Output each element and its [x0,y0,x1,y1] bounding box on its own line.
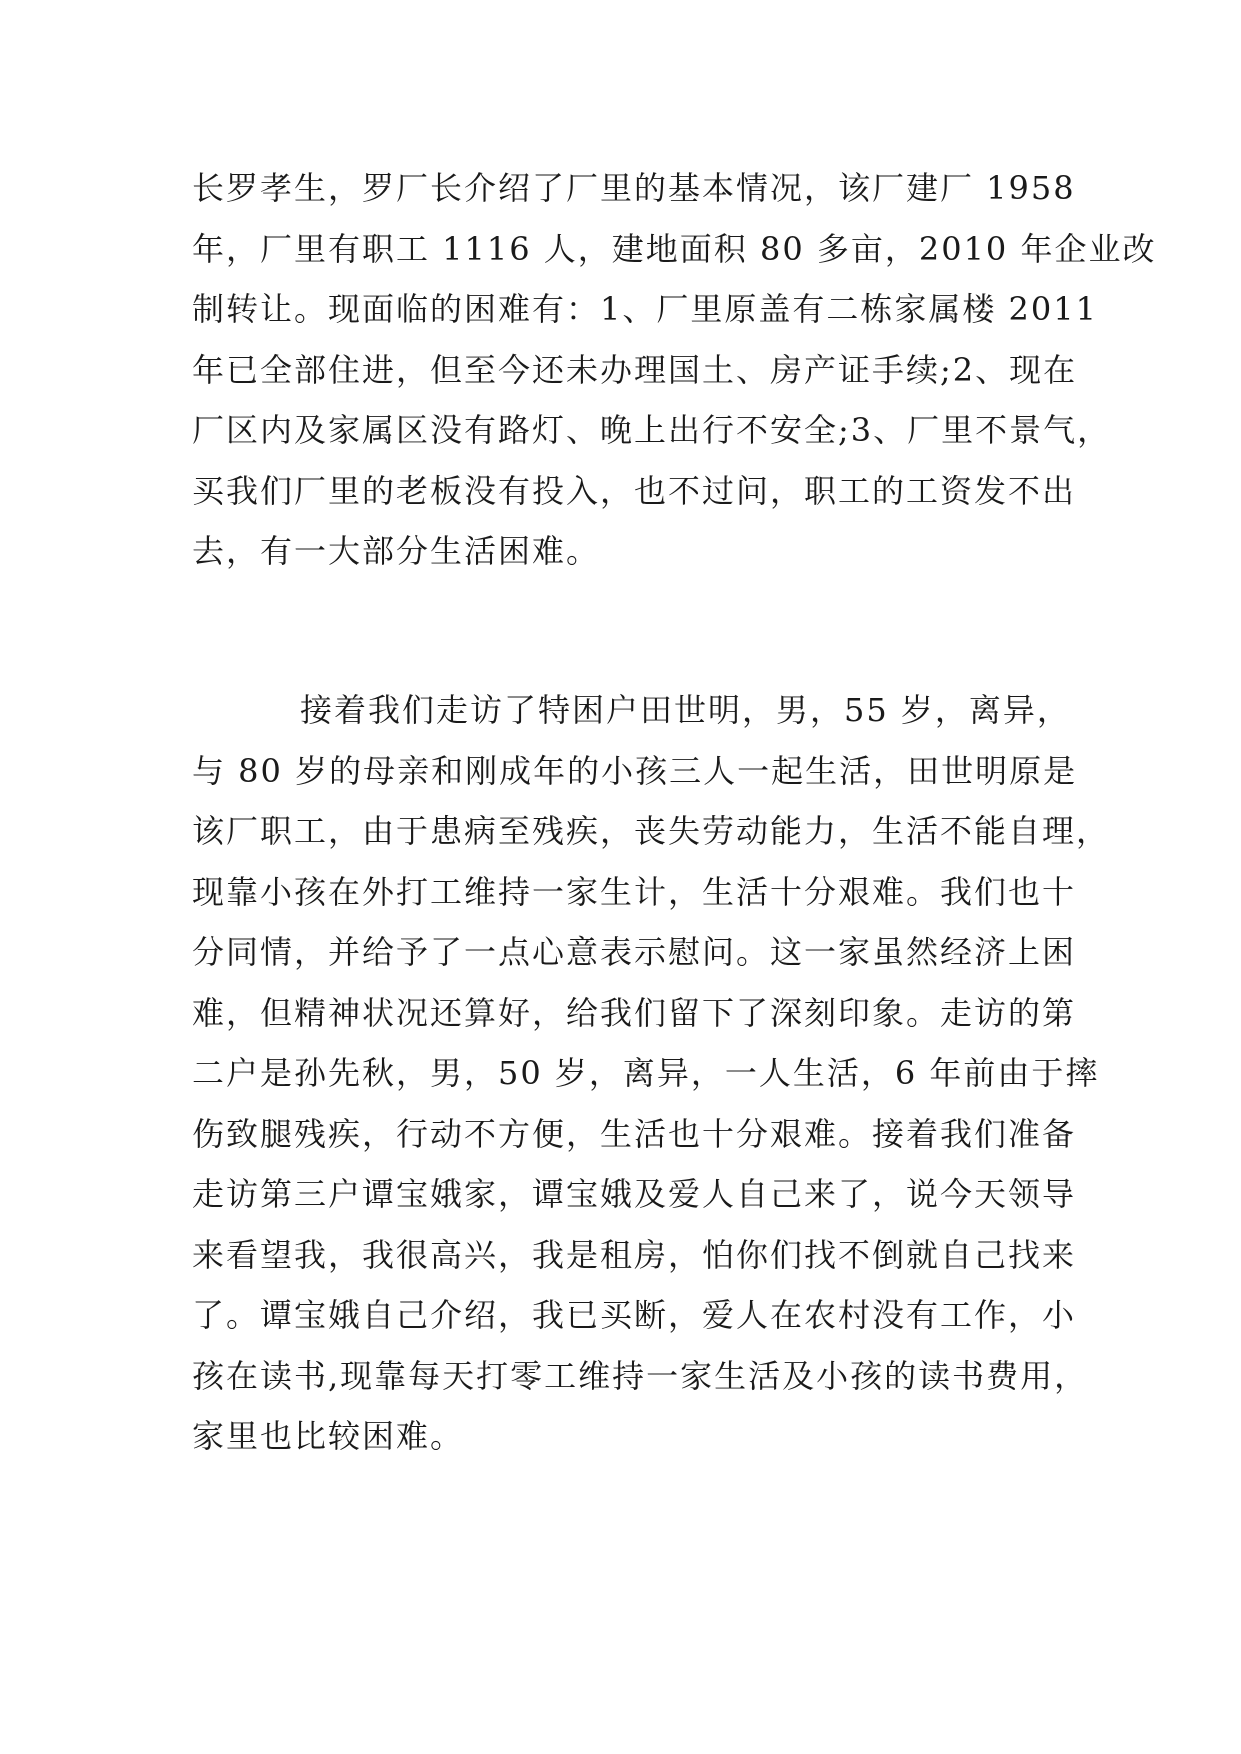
text-line: 孩在读书,现靠每天打零工维持一家生活及小孩的读书费用， [192,1356,1089,1395]
paragraph-household-visits [192,680,1111,1467]
text-line: 家里也比较困难。 [192,1417,465,1455]
text-line: 二户是孙先秋，男，50 岁，离异，一人生活，6 年前由于摔 [192,1054,1100,1092]
text-line: 走访第三户谭宝娥家，谭宝娥及爱人自己来了，说今天领导 [192,1175,1077,1213]
text-line: 与 80 岁的母亲和刚成年的小孩三人一起生活，田世明原是 [192,751,1078,790]
text-line: 了。谭宝娥自己介绍，我已买断，爱人在农村没有工作，小 [192,1296,1077,1334]
text-line: 现靠小孩在外打工维持一家生计，生活十分艰难。我们也十 [192,872,1077,911]
text-line: 买我们厂里的老板没有投入，也不过问，职工的工资发不出 [192,471,1077,510]
text-line: 接着我们走访了特困户田世明，男，55 岁，离异， [300,691,1071,729]
text-line: 制转让。现面临的困难有：1、厂里原盖有二栋家属楼 2011 [192,290,1098,328]
text-line: 伤致腿残疾，行动不方便，生活也十分艰难。接着我们准备 [192,1114,1077,1153]
paragraph-factory-overview [192,158,1157,582]
text-line: 难，但精神状况还算好，给我们留下了深刻印象。走访的第 [192,993,1077,1032]
text-line: 年已全部住进，但至今还未办理国土、房产证手续;2、现在 [192,350,1078,389]
text-line: 该厂职工，由于患病至残疾，丧失劳动能力，生活不能自理， [192,812,1111,850]
text-line: 厂区内及家属区没有路灯、晚上出行不安全;3、厂里不景气， [192,411,1112,449]
text-line: 来看望我，我很高兴，我是租房，怕你们找不倒就自己找来 [192,1235,1077,1274]
text-line: 去，有一大部分生活困难。 [192,532,601,570]
text-line: 长罗孝生，罗厂长介绍了厂里的基本情况，该厂建厂 1958 [192,169,1076,207]
text-line: 年，厂里有职工 1116 人，建地面积 80 多亩，2010 年企业改 [192,229,1157,268]
text-line: 分同情，并给予了一点心意表示慰问。这一家虽然经济上困 [192,933,1077,971]
